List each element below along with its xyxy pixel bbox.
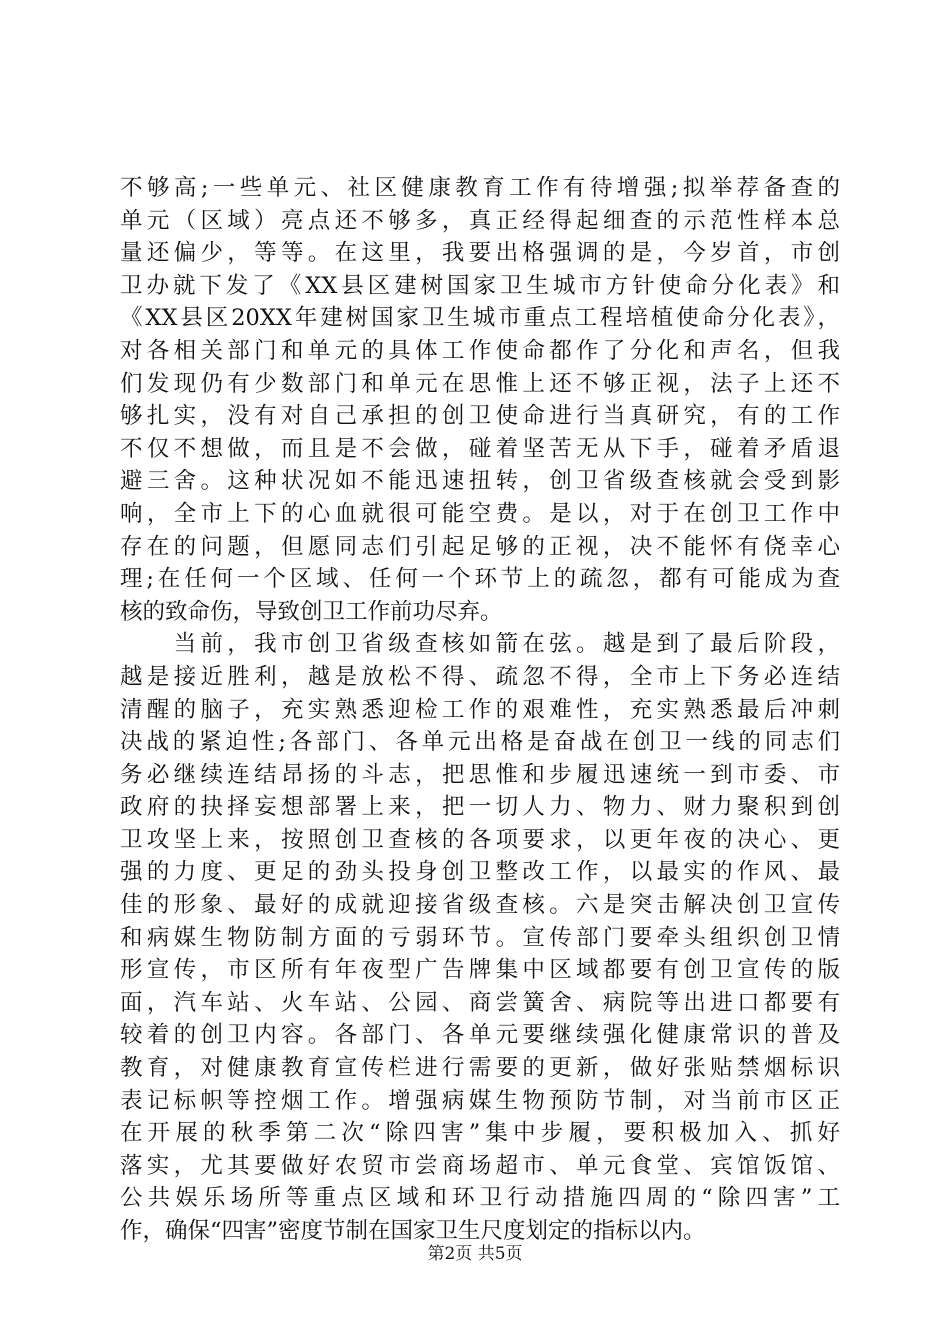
text-line: 越是接近胜利，越是放松不得、疏忽不得，全市上下务必连结 (120, 663, 840, 690)
text-line: 决战的紧迫性;各部门、各单元出格是奋战在创卫一线的同志们 (120, 729, 840, 756)
text-line: 面，汽车站、火车站、公园、商尝簧舍、病院等出进口都要有 (120, 989, 840, 1016)
paragraph-end-line: 核的致命伤，导致创卫工作前功尽弃。 (120, 598, 503, 625)
text-line: 理;在任何一个区域、任何一个环节上的疏忽，都有可能成为查 (120, 566, 840, 593)
text-line: 避三舍。这种状况如不能迅速扭转，创卫省级查核就会受到影 (120, 468, 840, 495)
text-line: 在开展的秋季第二次“除四害”集中步履，要积极加入、抓好 (120, 1120, 840, 1147)
text-line: 务必继续连结昂扬的斗志，把思惟和步履迅速统一到市委、市 (120, 761, 840, 788)
text-line: 们发现仍有少数部门和单元在思惟上还不够正视，法子上还不 (120, 370, 840, 397)
text-line: 《XX县区20XX年建树国家卫生城市重点工程培植使命分化表》， (120, 305, 840, 332)
page-number-footer: 第2页 共5页 (427, 1244, 523, 1264)
text-line: 卫攻坚上来，按照创卫查核的各项要求，以更年夜的决心、更 (120, 826, 840, 853)
text-line: 不够高;一些单元、社区健康教育工作有待增强;拟举荐备查的 (120, 175, 840, 201)
text-line: 够扎实，没有对自己承担的创卫使命进行当真研究，有的工作 (120, 403, 840, 430)
text-line: 对各相关部门和单元的具体工作使命都作了分化和声名，但我 (120, 337, 840, 364)
text-line: 形宣传，市区所有年夜型广告牌集中区域都要有创卫宣传的版 (120, 957, 840, 984)
text-line: 强的力度、更足的劲头投身创卫整改工作，以最实的作风、最 (120, 859, 840, 886)
text-line: 教育，对健康教育宣传栏进行需要的更新，做好张贴禁烟标识 (120, 1055, 840, 1082)
text-line: 单元（区域）亮点还不够多，真正经得起细查的示范性样本总 (120, 207, 840, 234)
text-line: 量还偏少，等等。在这里，我要出格强调的是，今岁首，市创 (120, 240, 840, 267)
body-text (120, 172, 840, 1248)
text-line: 政府的抉择妄想部署上来，把一切人力、物力、财力聚积到创 (120, 794, 840, 821)
text-line: 较着的创卫内容。各部门、各单元要继续强化健康常识的普及 (120, 1022, 840, 1049)
text-line: 公共娱乐场所等重点区域和环卫行动措施四周的“除四害”工 (120, 1185, 840, 1212)
text-line: 不仅不想做，而且是不会做，碰着坚苦无从下手，碰着矛盾退 (120, 435, 840, 462)
text-line: 表记标帜等控烟工作。增强病媒生物预防节制，对当前市区正 (120, 1087, 840, 1114)
text-line: 清醒的脑子，充实熟悉迎检工作的艰难性，充实熟悉最后冲刺 (120, 696, 840, 723)
text-line: 存在的问题，但愿同志们引起足够的正视，决不能怀有侥幸心 (120, 533, 840, 560)
text-line: 佳的形象、最好的成就迎接省级查核。六是突击解决创卫宣传 (120, 892, 840, 919)
text-line: 落实，尤其要做好农贸市尝商场超市、单元食堂、宾馆饭馆、 (120, 1152, 840, 1179)
text-line: 响，全市上下的心血就很可能空费。是以，对于在创卫工作中 (120, 500, 840, 527)
text-line: 和病媒生物防制方面的亏弱环节。宣传部门要牵头组织创卫情 (120, 924, 840, 951)
paragraph-end-line: 作，确保“四害”密度节制在国家卫生尺度划定的指标以内。 (120, 1218, 706, 1244)
text-line: 卫办就下发了《XX县区建树国家卫生城市方针使命分化表》和 (120, 272, 840, 299)
paragraph-start-line: 当前，我市创卫省级查核如箭在弦。越是到了最后阶段， (120, 631, 840, 658)
